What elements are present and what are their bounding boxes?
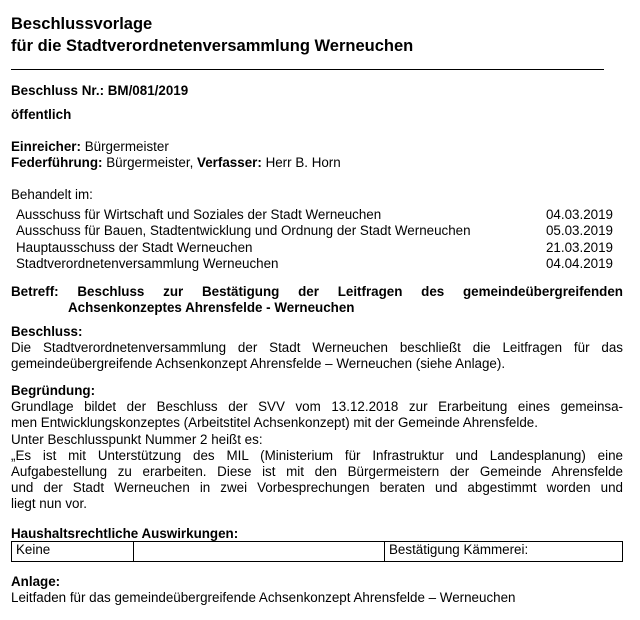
- begruendung-heading: Begründung:: [11, 383, 96, 398]
- begruendung-text-line: und der Stadt Werneuchen in zwei Vorbesprechungen beraten und abgestimmt worden und: [11, 480, 623, 496]
- agenda-date: 04.03.2019: [545, 207, 613, 222]
- begruendung-text-line: Unter Beschlusspunkt Nummer 2 heißt es:: [11, 431, 263, 447]
- anlage-section: [11, 574, 623, 606]
- document-title: Beschlussvorlage: [11, 15, 153, 33]
- agenda-date: 04.04.2019: [545, 255, 613, 271]
- verfasser-label: Verfasser:: [197, 155, 262, 170]
- agenda-date: 05.03.2019: [545, 223, 613, 239]
- federfuehrung-line: [11, 155, 341, 171]
- begruendung-text-line: Grundlage bildet der Beschluss der SVV vom 13.12.2018 zur Erarbeitung eines gemeinsa-: [11, 399, 623, 415]
- begruendung-text-line: „Es ist mit Unterstützung des MIL (Ministerium für Infrastruktur und Landesplanung) eine: [11, 447, 623, 463]
- einreicher-value: Bürgermeister: [84, 139, 169, 154]
- agenda-gremium: Ausschuss für Bauen, Stadtentwicklung und Ordnung der Stadt Werneuchen: [16, 223, 471, 239]
- haushalt-cell-empty: [134, 542, 385, 561]
- visibility-label: öffentlich: [11, 107, 72, 122]
- beschluss-number: BM/081/2019: [107, 83, 189, 98]
- begruendung-text-line: liegt nun vor.: [11, 496, 87, 512]
- title-divider: [11, 69, 604, 70]
- begruendung-text-line: Aufgabestellung zu erarbeiten. Diese ist mit den Bürgermeistern der Gemeinde Ahrensfelde: [11, 464, 623, 480]
- beschluss-text-line: gemeindeübergreifende Achsenkonzept Ahrensfelde – Werneuchen (siehe Anlage).: [11, 356, 506, 372]
- einreicher-label: Einreicher:: [11, 139, 81, 154]
- betreff-line2: Achsenkonzeptes Ahrensfelde - Werneuchen: [68, 300, 355, 315]
- betreff-word: Beschluss: [77, 284, 145, 299]
- betreff-word: der: [298, 284, 319, 299]
- beschluss-heading: Beschluss:: [11, 324, 83, 339]
- haushalt-table: [11, 541, 623, 562]
- agenda-label: Behandelt im:: [11, 187, 93, 202]
- anlage-heading: Anlage:: [11, 574, 61, 589]
- anlage-text: Leitfaden für das gemeindeübergreifende Achsenkonzept Ahrensfelde – Werneuchen: [11, 590, 516, 606]
- agenda-row: [16, 207, 613, 223]
- beschluss-number-label: Beschluss Nr.:: [11, 83, 105, 98]
- betreff-word: zur: [163, 284, 184, 299]
- betreff-word: gemeindeübergreifenden: [463, 284, 623, 299]
- agenda-row: [16, 256, 613, 272]
- federfuehrung-value: Bürgermeister,: [106, 155, 194, 170]
- einreicher-line: [11, 139, 169, 155]
- federfuehrung-label: Federführung:: [11, 155, 103, 170]
- beschluss-number-line: [11, 83, 188, 99]
- beschluss-section: [11, 324, 623, 373]
- verfasser-value: Herr B. Horn: [265, 155, 341, 170]
- agenda-gremium: Hauptausschuss der Stadt Werneuchen: [16, 239, 253, 255]
- begruendung-text-line: men Entwicklungskonzeptes (Arbeitstitel Achsenkonzept) mit der Gemeinde Ahrensfelde.: [11, 415, 538, 431]
- agenda-gremium: Ausschuss für Wirtschaft und Soziales der Stadt Werneuchen: [16, 207, 382, 222]
- agenda-row: [16, 240, 613, 256]
- haushalt-cell-keine: Keine: [12, 542, 134, 561]
- betreff-word: Betreff:: [11, 284, 59, 299]
- document-subtitle: für die Stadtverordnetenversammlung Werneuchen: [11, 37, 414, 55]
- agenda-gremium: Stadtverordnetenversammlung Werneuchen: [16, 255, 279, 271]
- betreff-word: Bestätigung: [201, 284, 280, 299]
- betreff-line1: [11, 284, 623, 300]
- haushalt-heading: Haushaltsrechtliche Auswirkungen:: [11, 526, 239, 541]
- haushalt-cell-kaemmerei: Bestätigung Kämmerei:: [389, 542, 529, 557]
- betreff-word: des: [421, 284, 445, 299]
- agenda-date: 21.03.2019: [545, 239, 613, 255]
- agenda-list: [16, 207, 613, 272]
- begruendung-section: [11, 383, 623, 513]
- beschluss-text-line: Die Stadtverordnetenversammlung der Stadt Werneuchen beschließt die Leitfragen für das: [11, 340, 623, 356]
- betreff-block: [11, 284, 623, 316]
- betreff-word: Leitfragen: [337, 284, 403, 299]
- agenda-row: [16, 223, 613, 239]
